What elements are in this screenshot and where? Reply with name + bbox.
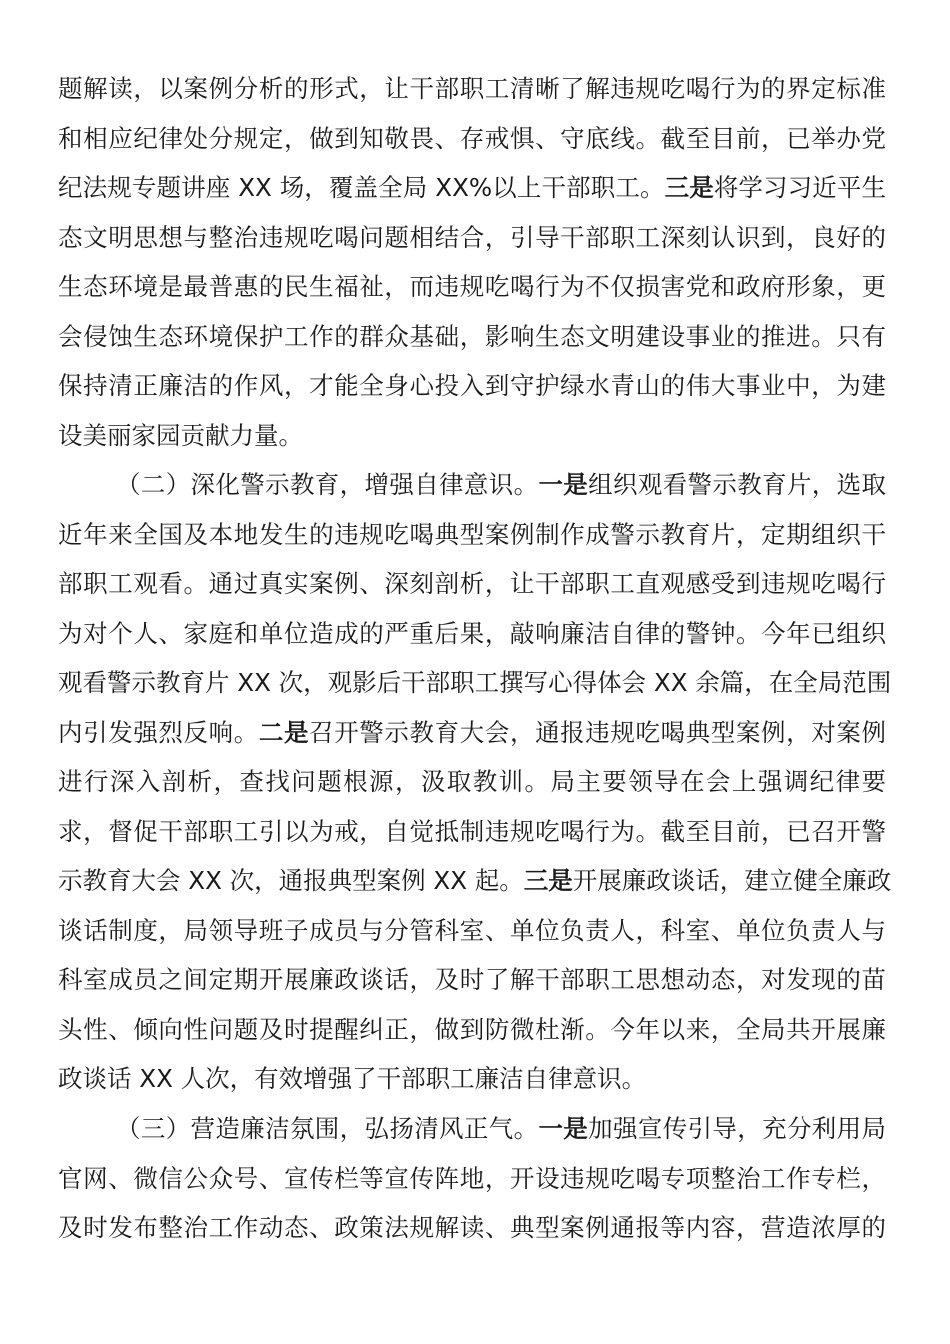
- text-line: 观看警示教育片 XX 次，观影后干部职工撰写心得体会 XX 余篇，在全局范围: [58, 668, 892, 697]
- text-line: 及时发布整治工作动态、政策法规解读、典型案例通报等内容，营造浓厚的: [58, 1213, 886, 1242]
- bold-marker: 一是: [538, 470, 589, 499]
- section-heading: （三）营造廉洁氛围，弘扬清风正气。: [116, 1114, 539, 1143]
- text-run: 组织观看警示教育片，选取: [588, 470, 887, 499]
- text-line: 为对个人、家庭和单位造成的严重后果，敲响廉洁自律的警钟。今年已组织: [58, 618, 886, 648]
- text-line: [58, 171, 886, 205]
- text-line: 官网、微信公众号、宣传栏等宣传阵地，开设违规吃喝专项整治工作专栏，: [58, 1163, 886, 1193]
- text-line: 政谈话 XX 人次，有效增强了干部职工廉洁自律意识。: [58, 1064, 647, 1093]
- text-line: 保持清正廉洁的作风，才能全身心投入到守护绿水青山的伟大事业中，为建: [58, 371, 886, 400]
- text-run: 示教育大会 XX 次，通报典型案例 XX 起。: [58, 866, 524, 895]
- text-line: 进行深入剖析，查找问题根源，汲取教训。局主要领导在会上强调纪律要: [58, 767, 886, 796]
- text-line: [58, 864, 892, 898]
- section-heading-line: [116, 1112, 886, 1146]
- bold-marker: 一是: [538, 1114, 589, 1143]
- text-run: 将学习习近平生: [713, 173, 887, 202]
- bold-marker: 三是: [664, 173, 714, 202]
- bold-marker: 二是: [258, 717, 310, 747]
- bold-marker: 三是: [523, 866, 573, 895]
- text-line: 会侵蚀生态环境保护工作的群众基础，影响生态文明建设事业的推进。只有: [58, 321, 886, 351]
- section-heading: （二）深化警示教育，增强自律意识。: [116, 470, 539, 499]
- text-line: 部职工观看。通过真实案例、深刻剖析，让干部职工直观感受到违规吃喝行: [58, 569, 886, 598]
- text-line: 谈话制度，局领导班子成员与分管科室、单位负责人，科室、单位负责人与: [58, 915, 886, 945]
- text-run: 加强宣传引导，充分利用局: [588, 1114, 887, 1143]
- text-line: 科室成员之间定期开展廉政谈话，及时了解干部职工思想动态，对发现的苗: [58, 965, 886, 994]
- text-line: 设美丽家园贡献力量。: [58, 420, 303, 450]
- text-line: 近年来全国及本地发生的违规吃喝典型案例制作成警示教育片，定期组织干: [58, 519, 886, 549]
- text-line: 态文明思想与整治违规吃喝问题相结合，引导干部职工深刻认识到，良好的: [58, 222, 886, 252]
- text-run: 内引发强烈反响。: [58, 717, 259, 747]
- section-heading-line: [116, 468, 886, 502]
- text-line: [58, 716, 886, 750]
- text-line: 头性、倾向性问题及时提醒纠正，做到防微杜渐。今年以来，全局共开展廉: [58, 1014, 886, 1044]
- text-line: 求，督促干部职工引以为戒，自觉抵制违规吃喝行为。截至目前，已召开警: [58, 816, 886, 846]
- text-run: 开展廉政谈话，建立健全廉政: [572, 866, 892, 895]
- text-run: 召开警示教育大会，通报违规吃喝典型案例，对案例: [309, 717, 886, 747]
- text-line: 题解读，以案例分析的形式，让干部职工清晰了解违规吃喝行为的界定标准: [58, 74, 886, 103]
- text-run: 纪法规专题讲座 XX 场，覆盖全局 XX%以上干部职工。: [58, 173, 665, 202]
- text-line: 和相应纪律处分规定，做到知敬畏、存戒惧、守底线。截至目前，已举办党: [58, 123, 886, 153]
- text-line: 生态环境是最普惠的民生福祉，而违规吃喝行为不仅损害党和政府形象，更: [58, 272, 886, 301]
